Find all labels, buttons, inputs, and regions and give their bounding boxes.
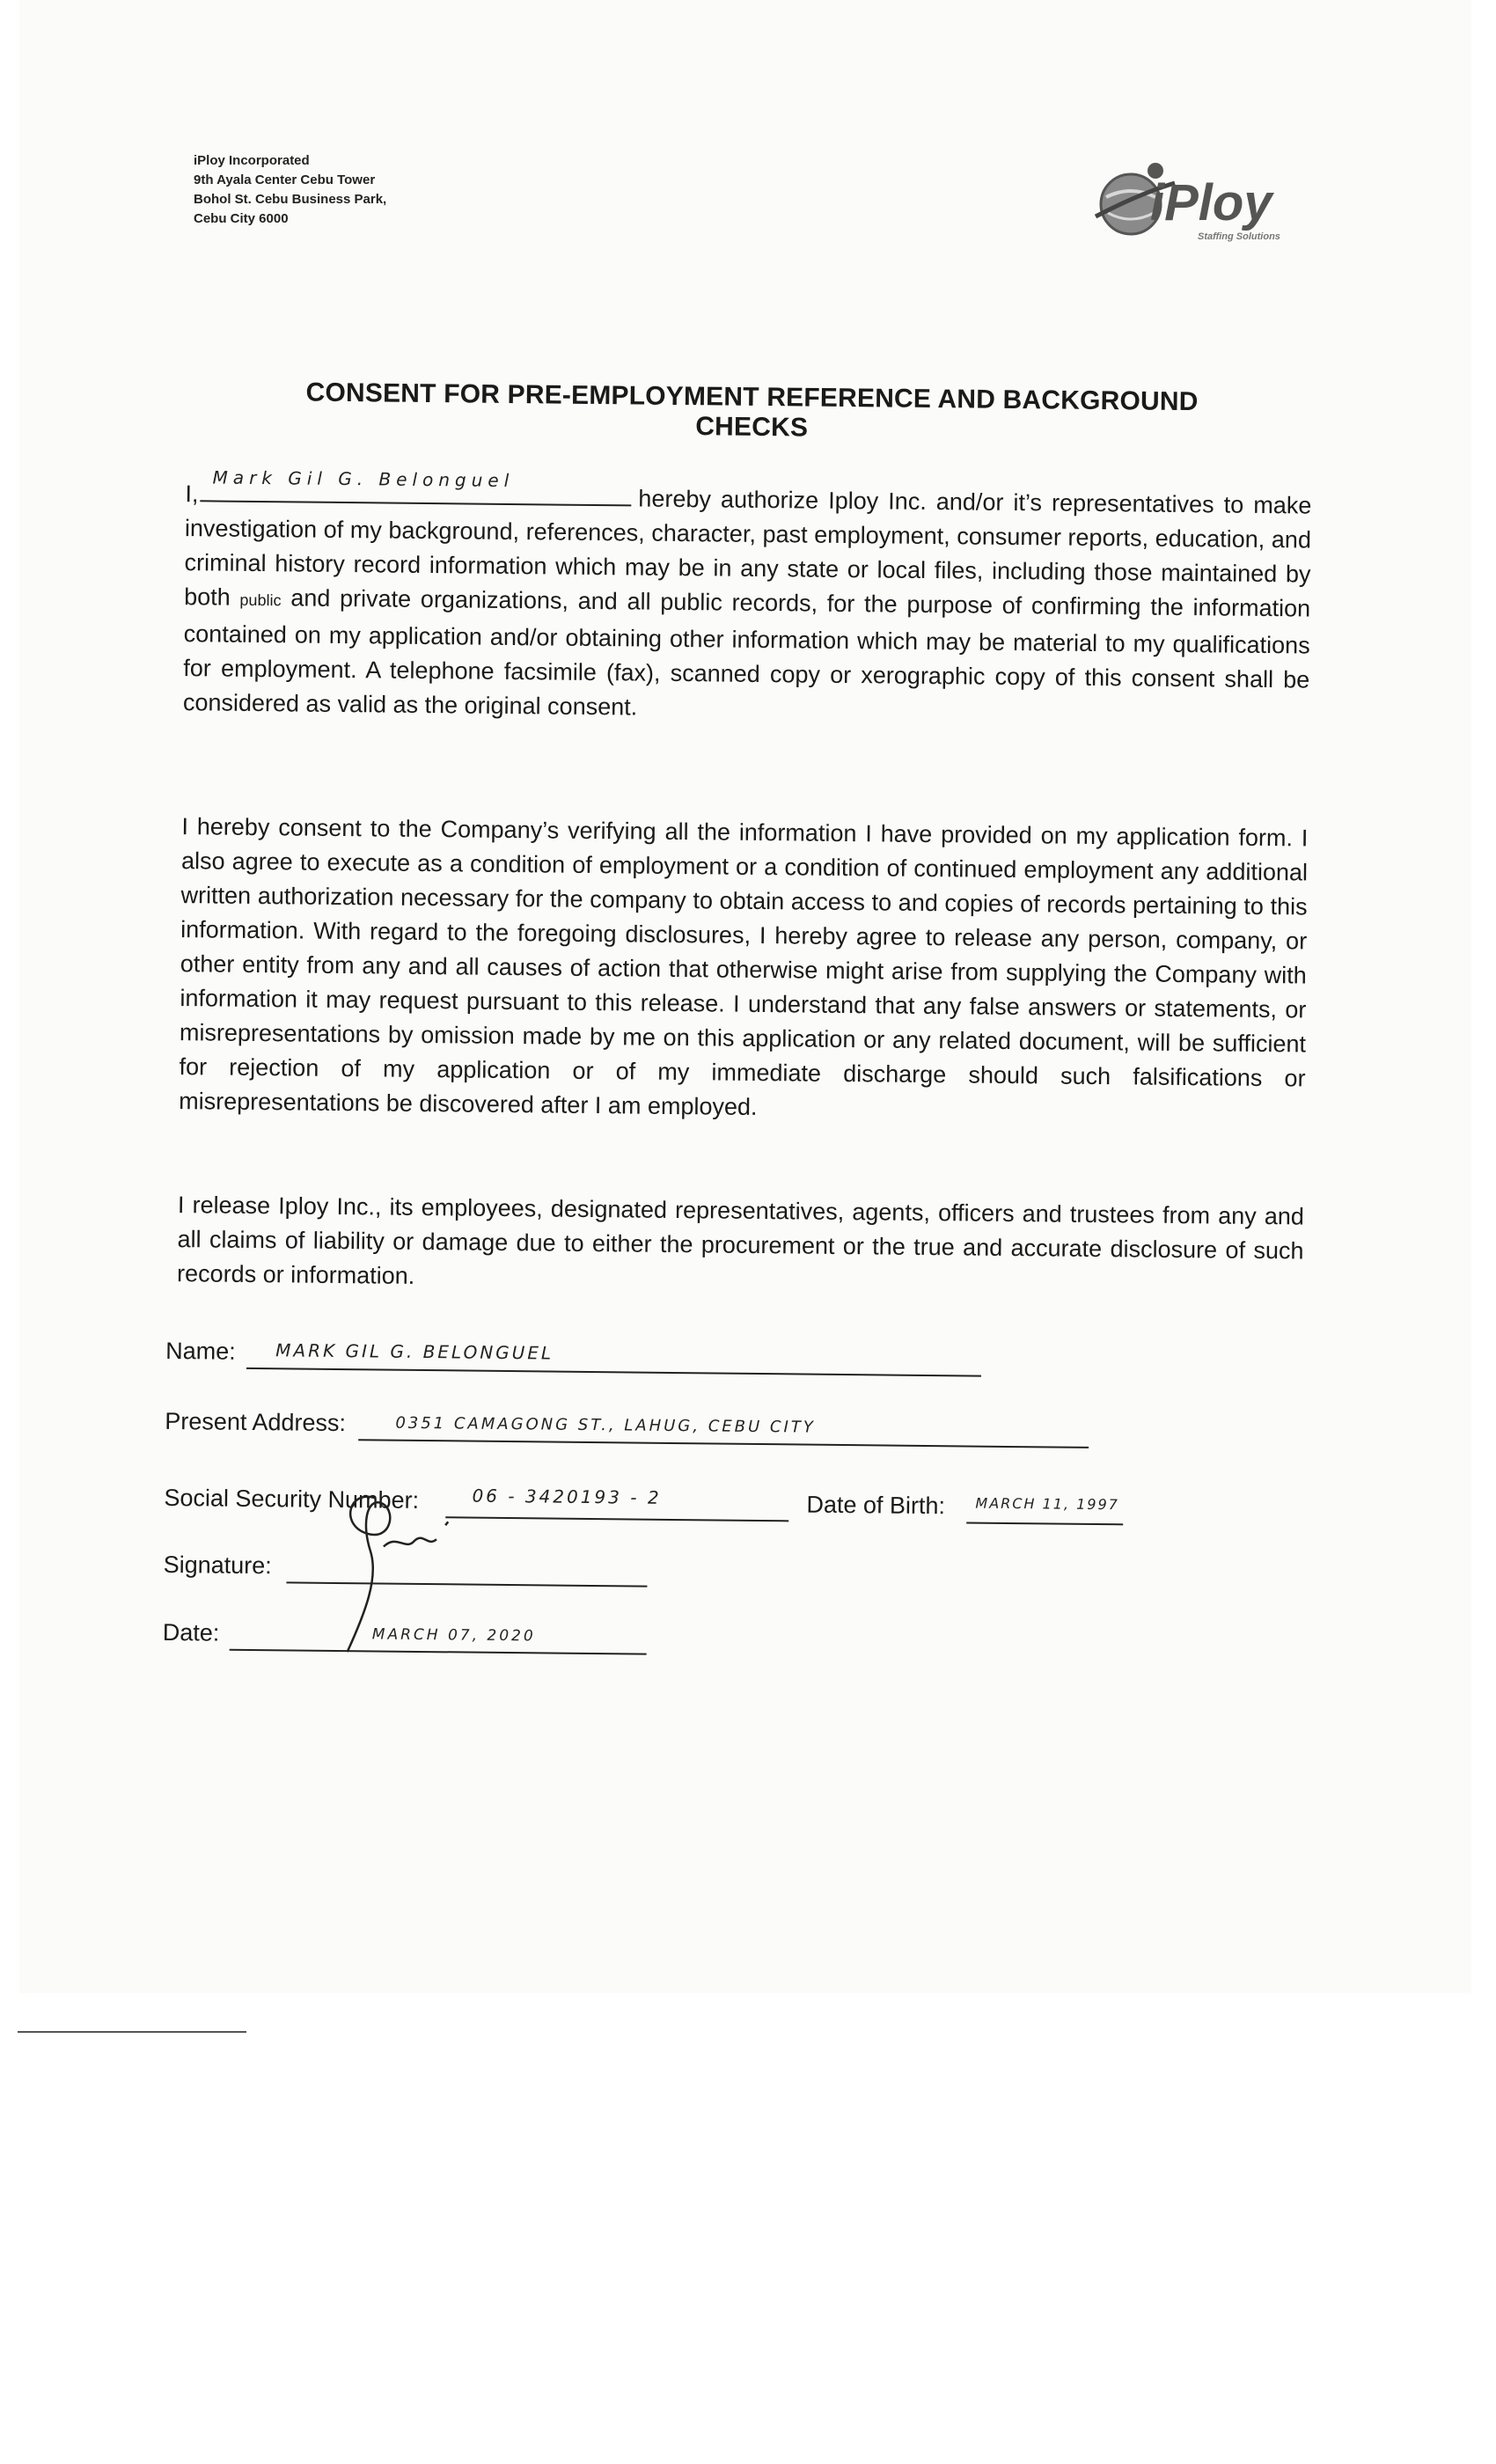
address-line: Cebu City 6000 [194, 211, 289, 226]
scan-edge-line [18, 2031, 246, 2033]
name-field[interactable]: MARK GIL G. BELONGUEL [275, 1339, 554, 1364]
address-field[interactable]: 0351 CAMAGONG ST., LAHUG, CEBU CITY [395, 1413, 816, 1437]
signature-label: Signature: [163, 1551, 272, 1580]
handwritten-signature [312, 1463, 473, 1658]
dob-label: Date of Birth: [806, 1491, 946, 1520]
company-address [194, 151, 386, 229]
document-title: CONSENT FOR PRE-EMPLOYMENT REFERENCE AND BACKGROUND CHECKS [305, 378, 1199, 443]
consent-paragraph [179, 810, 1309, 1130]
logo-tagline: Staffing Solutions [1198, 231, 1280, 242]
address-line: iPloy Incorporated [194, 153, 310, 168]
address-line: Bohol St. Cebu Business Park, [194, 192, 387, 207]
authorization-text: hereby authorize Iploy Inc. and/or it’s representatives to make investigation of my background, references, character, past employment, consumer reports, education, and criminal history record information which may be in any state or local files, including those maintained by both [184, 485, 1312, 611]
public-word: public [239, 590, 282, 610]
logo-wordmark: iPloy [1150, 174, 1272, 231]
address-label: Present Address: [165, 1407, 347, 1437]
date-label: Date: [162, 1618, 220, 1646]
authorization-text-continued: and private organizations, and all public records, for the purpose of confirming the information contained on my application and/or obtaining other information which may be material to my qualifications for employment. A telephone facsimile (fax), scanned copy or xerographic copy of this consent shall be considered as valid as the original consent. [182, 584, 1311, 721]
release-text: I release Iploy Inc., its employees, designated representatives, agents, officers and trustees from any and all claims of liability or damage due to either the procurement or the true and accurate disclosure of such records or information. [176, 1192, 1305, 1289]
consent-text: I hereby consent to the Company’s verifying all the information I have provided on my application form. I also agree to execute as a condition of employment or a condition of continued employment any additional written authorization necessary for the company to obtain access to and copies of records pertaining to this information. With regard to the foregoing disclosures, I hereby agree to release any person, company, or other entity from any and all causes of action that otherwise might arise from supplying the Company with information it may request pursuant to this release. I understand that any false answers or statements, or misrepresentations by omission made by me on this application or any related document, will be sufficient for rejection of my application or of my immediate discharge should such falsifications or misrepresentations be discovered after I am employed. [179, 813, 1309, 1120]
authorization-paragraph [182, 466, 1312, 731]
ssn-label: Social Security Number: [164, 1484, 420, 1514]
dob-field[interactable]: MARCH 11, 1997 [975, 1494, 1119, 1514]
authorizer-name-handwritten: Mark Gil G. Belonguel [212, 466, 515, 492]
authorizer-name-field[interactable] [200, 466, 631, 506]
iploy-logo [1087, 158, 1316, 246]
ssn-field[interactable]: 06 - 3420193 - 2 [472, 1485, 662, 1508]
release-paragraph [177, 1188, 1304, 1302]
address-line: 9th Ayala Center Cebu Tower [194, 172, 376, 187]
authorization-prefix: I, [185, 480, 199, 508]
date-field[interactable]: MARCH 07, 2020 [371, 1625, 536, 1646]
name-label: Name: [165, 1337, 236, 1365]
